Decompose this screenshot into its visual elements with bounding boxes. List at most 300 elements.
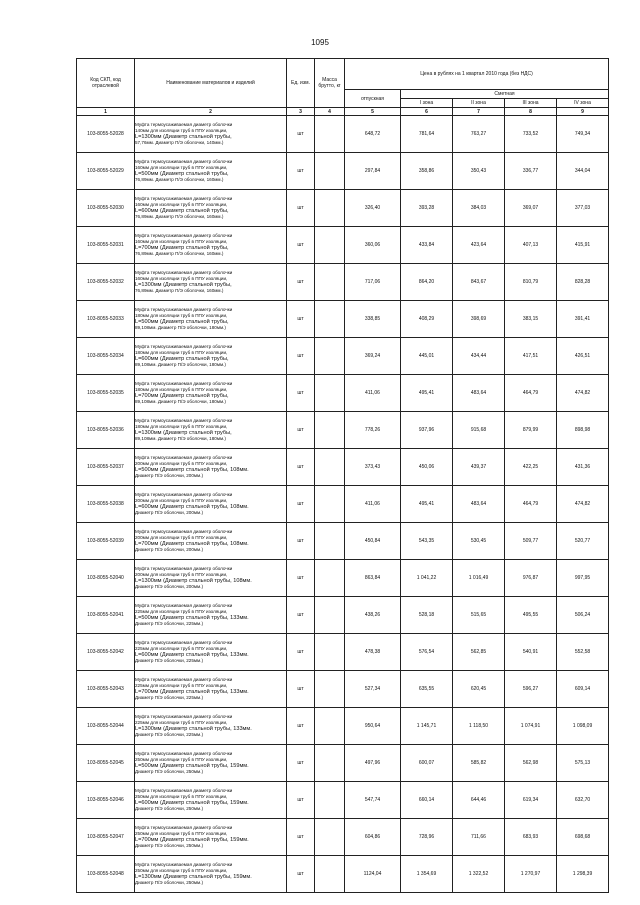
cell-zone-4-price: 749,34 [557,116,609,153]
cell-code: 103-8055-52032 [77,264,135,301]
cell-zone-3-price: 369,07 [505,190,557,227]
name-line: Муфта термоусаживаемая диаметр оболочки [135,270,233,276]
cell-mass [315,597,345,634]
cell-name [135,375,287,412]
cell-name [135,301,287,338]
cell-zone-4-price: 344,04 [557,153,609,190]
name-line: 76,89мм. Диаметр П/Э оболочки, 160мм.) [135,214,224,219]
cell-zone-2-price: 423,64 [453,227,505,264]
cell-zone-3-price: 407,13 [505,227,557,264]
cell-unit: шт [287,782,315,819]
name-line: 180мм для изоляции труб в ППУ изоляции, [135,313,228,318]
name-line: 140мм для изоляции труб в ППУ изоляции, [135,128,228,133]
table-row [77,486,609,523]
cell-zone-3-price: 1 074,91 [505,708,557,745]
cell-unit: шт [287,523,315,560]
cell-zone-1-price: 495,41 [401,486,453,523]
cell-name [135,745,287,782]
cell-unit: шт [287,153,315,190]
cell-mass [315,523,345,560]
cell-mass [315,671,345,708]
name-line: Диаметр П/Э оболочки, 250мм.) [135,806,204,811]
table-row [77,264,609,301]
cell-mass [315,782,345,819]
cell-zone-3-price: 562,98 [505,745,557,782]
cell-unit: шт [287,560,315,597]
cell-release-price: 369,24 [345,338,401,375]
name-line: Диаметр П/Э оболочки, 250мм.) [135,880,204,885]
name-line: 76,89мм. Диаметр П/Э оболочки, 160мм.) [135,177,224,182]
cell-code: 103-8055-52042 [77,634,135,671]
name-line: L=500мм (Диаметр стальной трубы, [135,318,229,325]
table-row [77,523,609,560]
name-line: Муфта термоусаживаемая диаметр оболочки [135,714,233,720]
name-line: 200мм для изоляции труб в ППУ изоляции, [135,461,228,466]
cell-unit: шт [287,227,315,264]
price-table [76,58,609,893]
cell-unit: шт [287,116,315,153]
cell-code: 103-8055-52029 [77,153,135,190]
name-line: L=600мм (Диаметр стальной трубы, [135,207,229,214]
cell-release-price: 478,38 [345,634,401,671]
name-line: Муфта термоусаживаемая диаметр оболочки [135,788,233,794]
cell-name [135,227,287,264]
cell-zone-3-price: 464,79 [505,486,557,523]
header-unit: Ед. изм. [287,59,315,108]
table-row [77,412,609,449]
cell-zone-1-price: 543,35 [401,523,453,560]
table-row [77,819,609,856]
cell-unit: шт [287,597,315,634]
name-line: Муфта термоусаживаемая диаметр оболочки [135,196,233,202]
cell-zone-3-price: 422,25 [505,449,557,486]
name-line: L=700мм (Диаметр стальной трубы, 159мм. [135,836,249,843]
table-row [77,227,609,264]
cell-zone-2-price: 620,45 [453,671,505,708]
cell-unit: шт [287,190,315,227]
cell-unit: шт [287,301,315,338]
name-line: 76,89мм. Диаметр П/Э оболочки, 160мм.) [135,251,224,256]
cell-zone-3-price: 509,77 [505,523,557,560]
cell-name [135,116,287,153]
name-line: L=1300мм (Диаметр стальной трубы, [135,281,232,288]
cell-code: 103-8055-52036 [77,412,135,449]
name-line: 160мм для изоляции труб в ППУ изоляции, [135,202,228,207]
cell-zone-4-price: 474,82 [557,375,609,412]
cell-release-price: 373,43 [345,449,401,486]
cell-mass [315,634,345,671]
cell-zone-1-price: 660,14 [401,782,453,819]
cell-name [135,819,287,856]
table-row [77,597,609,634]
cell-zone-1-price: 635,55 [401,671,453,708]
cell-mass [315,153,345,190]
cell-mass [315,560,345,597]
name-line: L=1300мм (Диаметр стальной трубы, 159мм. [135,873,252,880]
name-line: 250мм для изоляции труб в ППУ изоляции, [135,794,228,799]
cell-zone-1-price: 433,84 [401,227,453,264]
cell-zone-1-price: 528,18 [401,597,453,634]
name-line: 250мм для изоляции труб в ППУ изоляции, [135,757,228,762]
name-line: Муфта термоусаживаемая диаметр оболочки [135,159,233,165]
name-line: L=600мм (Диаметр стальной трубы, 159мм. [135,799,249,806]
cell-name [135,264,287,301]
cell-release-price: 450,84 [345,523,401,560]
name-line: Диаметр П/Э оболочки, 225мм.) [135,621,204,626]
cell-zone-3-price: 336,77 [505,153,557,190]
name-line: Диаметр П/Э оболочки, 200мм.) [135,510,204,515]
column-number: 1 [77,108,135,116]
table-row [77,190,609,227]
cell-zone-2-price: 711,66 [453,819,505,856]
table-row [77,301,609,338]
name-line: Муфта термоусаживаемая диаметр оболочки [135,825,233,831]
cell-name [135,412,287,449]
cell-zone-4-price: 506,24 [557,597,609,634]
cell-zone-3-price: 733,52 [505,116,557,153]
name-line: L=700мм (Диаметр стальной трубы, 108мм. [135,540,249,547]
name-line: Муфта термоусаживаемая диаметр оболочки [135,677,233,683]
cell-zone-2-price: 384,03 [453,190,505,227]
table-body [77,116,609,893]
name-line: 89,108мм. Диаметр П/Э оболочки, 180мм.) [135,399,226,404]
name-line: 200мм для изоляции труб в ППУ изоляции, [135,498,228,503]
header-code: Код СКП, код отраслевой [77,59,135,108]
table-row [77,856,609,893]
cell-unit: шт [287,375,315,412]
table-row [77,671,609,708]
name-line: Муфта термоусаживаемая диаметр оболочки [135,640,233,646]
cell-release-price: 778,26 [345,412,401,449]
cell-code: 103-8055-52030 [77,190,135,227]
cell-zone-3-price: 810,79 [505,264,557,301]
name-line: Диаметр П/Э оболочки, 250мм.) [135,843,204,848]
cell-name [135,153,287,190]
cell-zone-4-price: 898,98 [557,412,609,449]
name-line: L=600мм (Диаметр стальной трубы, [135,355,229,362]
name-line: Диаметр П/Э оболочки, 200мм.) [135,473,204,478]
cell-zone-2-price: 398,69 [453,301,505,338]
name-line: L=1300мм (Диаметр стальной трубы, [135,133,232,140]
cell-release-price: 297,84 [345,153,401,190]
cell-name [135,523,287,560]
cell-mass [315,375,345,412]
name-line: 180мм для изоляции труб в ППУ изоляции, [135,424,228,429]
cell-zone-1-price: 1 354,69 [401,856,453,893]
header-zone-2: II зона [453,99,505,108]
cell-mass [315,116,345,153]
table-row [77,745,609,782]
name-line: Муфта термоусаживаемая диаметр оболочки [135,233,233,239]
cell-zone-1-price: 450,06 [401,449,453,486]
cell-code: 103-8055-52031 [77,227,135,264]
cell-zone-2-price: 439,37 [453,449,505,486]
cell-zone-4-price: 1 298,39 [557,856,609,893]
page-number: 1095 [311,38,329,47]
cell-zone-1-price: 937,96 [401,412,453,449]
cell-zone-3-price: 540,91 [505,634,557,671]
cell-zone-1-price: 358,86 [401,153,453,190]
cell-zone-3-price: 417,51 [505,338,557,375]
cell-zone-4-price: 474,82 [557,486,609,523]
cell-name [135,597,287,634]
cell-zone-3-price: 383,15 [505,301,557,338]
header-mass: Масса брутто, кг [315,59,345,108]
cell-mass [315,708,345,745]
cell-zone-1-price: 864,20 [401,264,453,301]
cell-release-price: 863,84 [345,560,401,597]
cell-name [135,708,287,745]
cell-zone-2-price: 915,68 [453,412,505,449]
cell-zone-1-price: 495,41 [401,375,453,412]
name-line: 57,76мм. Диаметр П/Э оболочки, 140мм.) [135,140,224,145]
cell-code: 103-8055-52033 [77,301,135,338]
table-row [77,708,609,745]
cell-unit: шт [287,671,315,708]
cell-zone-1-price: 600,07 [401,745,453,782]
cell-code: 103-8055-52039 [77,523,135,560]
cell-name [135,856,287,893]
cell-zone-4-price: 828,28 [557,264,609,301]
cell-zone-1-price: 393,28 [401,190,453,227]
cell-code: 103-8055-52048 [77,856,135,893]
name-line: 200мм для изоляции труб в ППУ изоляции, [135,572,228,577]
cell-zone-2-price: 644,46 [453,782,505,819]
cell-unit: шт [287,486,315,523]
cell-zone-4-price: 431,36 [557,449,609,486]
cell-mass [315,412,345,449]
cell-zone-4-price: 1 098,09 [557,708,609,745]
name-line: Диаметр П/Э оболочки, 225мм.) [135,695,204,700]
table-row [77,153,609,190]
name-line: 225мм для изоляции труб в ППУ изоляции, [135,720,228,725]
name-line: Муфта термоусаживаемая диаметр оболочки [135,566,233,572]
cell-zone-2-price: 843,67 [453,264,505,301]
cell-release-price: 547,74 [345,782,401,819]
cell-unit: шт [287,856,315,893]
name-line: Муфта термоусаживаемая диаметр оболочки [135,307,233,313]
cell-name [135,671,287,708]
cell-mass [315,819,345,856]
name-line: L=700мм (Диаметр стальной трубы, [135,244,229,251]
cell-name [135,560,287,597]
name-line: Диаметр П/Э оболочки, 200мм.) [135,584,204,589]
name-line: 160мм для изоляции труб в ППУ изоляции, [135,276,228,281]
column-number: 7 [453,108,505,116]
cell-release-price: 326,40 [345,190,401,227]
cell-unit: шт [287,819,315,856]
name-line: Муфта термоусаживаемая диаметр оболочки [135,492,233,498]
name-line: Муфта термоусаживаемая диаметр оболочки [135,122,233,128]
column-number: 5 [345,108,401,116]
name-line: 250мм для изоляции труб в ППУ изоляции, [135,831,228,836]
name-line: 89,108мм. Диаметр П/Э оболочки, 180мм.) [135,436,226,441]
cell-release-price: 338,85 [345,301,401,338]
cell-mass [315,227,345,264]
name-line: L=600мм (Диаметр стальной трубы, 108мм. [135,503,249,510]
cell-release-price: 950,64 [345,708,401,745]
cell-zone-3-price: 683,93 [505,819,557,856]
cell-zone-3-price: 464,79 [505,375,557,412]
cell-zone-1-price: 728,96 [401,819,453,856]
cell-zone-4-price: 609,14 [557,671,609,708]
cell-mass [315,338,345,375]
cell-zone-4-price: 415,91 [557,227,609,264]
name-line: L=600мм (Диаметр стальной трубы, 133мм. [135,651,249,658]
cell-mass [315,856,345,893]
cell-unit: шт [287,264,315,301]
name-line: Диаметр П/Э оболочки, 250мм.) [135,769,204,774]
cell-zone-3-price: 619,34 [505,782,557,819]
table-row [77,560,609,597]
cell-zone-4-price: 997,95 [557,560,609,597]
cell-mass [315,190,345,227]
cell-release-price: 497,96 [345,745,401,782]
cell-zone-3-price: 495,55 [505,597,557,634]
name-line: 200мм для изоляции труб в ППУ изоляции, [135,535,228,540]
cell-unit: шт [287,412,315,449]
name-line: Муфта термоусаживаемая диаметр оболочки [135,529,233,535]
cell-zone-1-price: 445,01 [401,338,453,375]
name-line: Диаметр П/Э оболочки, 200мм.) [135,547,204,552]
name-line: L=500мм (Диаметр стальной трубы, 108мм. [135,466,249,473]
name-line: Муфта термоусаживаемая диаметр оболочки [135,603,233,609]
cell-release-price: 411,06 [345,486,401,523]
cell-mass [315,486,345,523]
cell-zone-4-price: 426,51 [557,338,609,375]
cell-code: 103-8055-52045 [77,745,135,782]
name-line: 180мм для изоляции труб в ППУ изоляции, [135,387,228,392]
cell-name [135,338,287,375]
name-line: Муфта термоусаживаемая диаметр оболочки [135,455,233,461]
cell-release-price: 1124,04 [345,856,401,893]
cell-zone-4-price: 552,58 [557,634,609,671]
column-number: 2 [135,108,287,116]
name-line: Муфта термоусаживаемая диаметр оболочки [135,418,233,424]
cell-zone-2-price: 763,27 [453,116,505,153]
name-line: L=700мм (Диаметр стальной трубы, 133мм. [135,688,249,695]
cell-release-price: 527,34 [345,671,401,708]
cell-name [135,449,287,486]
cell-unit: шт [287,745,315,782]
header-estimate: Сметная [401,90,609,99]
header-release: отпускная [345,90,401,108]
cell-code: 103-8055-52034 [77,338,135,375]
cell-zone-1-price: 576,54 [401,634,453,671]
cell-mass [315,449,345,486]
cell-zone-4-price: 520,77 [557,523,609,560]
name-line: 89,108мм. Диаметр П/Э оболочки, 180мм.) [135,362,226,367]
cell-code: 103-8055-52040 [77,560,135,597]
cell-mass [315,301,345,338]
cell-code: 103-8055-52043 [77,671,135,708]
cell-zone-4-price: 575,13 [557,745,609,782]
cell-zone-2-price: 530,45 [453,523,505,560]
cell-zone-2-price: 350,43 [453,153,505,190]
name-line: Диаметр П/Э оболочки, 225мм.) [135,658,204,663]
cell-zone-2-price: 483,64 [453,486,505,523]
name-line: L=500мм (Диаметр стальной трубы, 159мм. [135,762,249,769]
name-line: Муфта термоусаживаемая диаметр оболочки [135,381,233,387]
cell-zone-2-price: 1 322,52 [453,856,505,893]
name-line: 160мм для изоляции труб в ППУ изоляции, [135,239,228,244]
name-line: Муфта термоусаживаемая диаметр оболочки [135,751,233,757]
cell-code: 103-8055-52037 [77,449,135,486]
cell-zone-4-price: 698,68 [557,819,609,856]
cell-name [135,486,287,523]
cell-release-price: 604,86 [345,819,401,856]
cell-zone-2-price: 1 016,49 [453,560,505,597]
cell-zone-1-price: 1 145,71 [401,708,453,745]
cell-zone-4-price: 377,03 [557,190,609,227]
cell-zone-2-price: 434,44 [453,338,505,375]
table-row [77,375,609,412]
name-line: 89,108мм. Диаметр П/Э оболочки, 180мм.) [135,325,226,330]
cell-name [135,190,287,227]
cell-zone-2-price: 483,64 [453,375,505,412]
name-line: L=500мм (Диаметр стальной трубы, 133мм. [135,614,249,621]
cell-zone-2-price: 562,85 [453,634,505,671]
cell-release-price: 438,26 [345,597,401,634]
table-row [77,116,609,153]
table-row [77,782,609,819]
table-row [77,634,609,671]
cell-release-price: 648,72 [345,116,401,153]
cell-zone-2-price: 515,65 [453,597,505,634]
header-zone-4: IV зона [557,99,609,108]
cell-name [135,782,287,819]
name-line: L=500мм (Диаметр стальной трубы, [135,170,229,177]
table-row [77,449,609,486]
column-number: 8 [505,108,557,116]
name-line: 225мм для изоляции труб в ППУ изоляции, [135,646,228,651]
cell-zone-1-price: 781,64 [401,116,453,153]
name-line: Диаметр П/Э оболочки, 225мм.) [135,732,204,737]
name-line: L=700мм (Диаметр стальной трубы, [135,392,229,399]
cell-zone-3-price: 1 270,97 [505,856,557,893]
name-line: Муфта термоусаживаемая диаметр оболочки [135,862,233,868]
cell-code: 103-8055-52044 [77,708,135,745]
name-line: 160мм для изоляции труб в ППУ изоляции, [135,165,228,170]
cell-zone-3-price: 596,27 [505,671,557,708]
cell-release-price: 717,06 [345,264,401,301]
table-row [77,338,609,375]
column-number: 3 [287,108,315,116]
cell-code: 103-8055-52038 [77,486,135,523]
cell-zone-1-price: 1 041,22 [401,560,453,597]
cell-zone-2-price: 1 118,50 [453,708,505,745]
name-line: Муфта термоусаживаемая диаметр оболочки [135,344,233,350]
cell-zone-3-price: 879,99 [505,412,557,449]
name-line: 76,89мм. Диаметр П/Э оболочки, 160мм.) [135,288,224,293]
name-line: 250мм для изоляции труб в ППУ изоляции, [135,868,228,873]
name-line: L=1300мм (Диаметр стальной трубы, 108мм. [135,577,252,584]
column-number: 6 [401,108,453,116]
cell-zone-2-price: 585,82 [453,745,505,782]
cell-code: 103-8055-52046 [77,782,135,819]
cell-mass [315,745,345,782]
cell-zone-3-price: 976,87 [505,560,557,597]
cell-code: 103-8055-52047 [77,819,135,856]
cell-zone-4-price: 632,70 [557,782,609,819]
cell-zone-4-price: 391,41 [557,301,609,338]
name-line: 225мм для изоляции труб в ППУ изоляции, [135,609,228,614]
name-line: L=1300мм (Диаметр стальной трубы, 133мм. [135,725,252,732]
header-price-title: Цена в рублях на 1 квартал 2010 года (без НДС) [345,59,609,90]
cell-code: 103-8055-52028 [77,116,135,153]
cell-unit: шт [287,634,315,671]
cell-name [135,634,287,671]
